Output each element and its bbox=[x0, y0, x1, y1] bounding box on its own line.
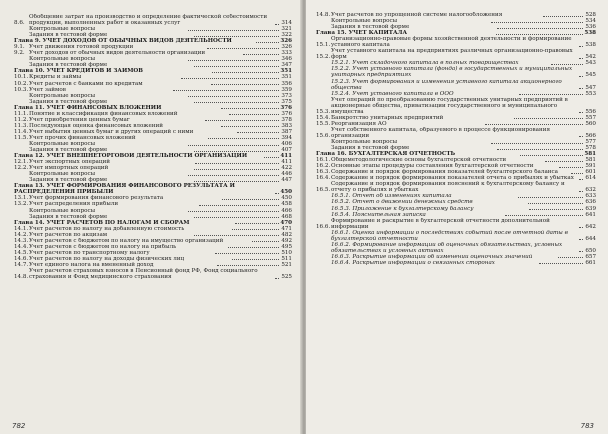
section-title: Учет уставного капитала на предприятиях различных организационно-правовых форм bbox=[331, 48, 573, 61]
entry-page-number: 521 bbox=[281, 261, 292, 268]
section-number: 14.5. bbox=[14, 249, 29, 256]
section-title: Учет расчетов по упрощенной системе налогообложения bbox=[331, 12, 503, 18]
dot-leader bbox=[571, 172, 583, 174]
entry-page-number: 375 bbox=[281, 98, 292, 105]
chapter-title: Глава 16. БУХГАЛТЕРСКАЯ ОТЧЕТНОСТЬ bbox=[316, 151, 456, 158]
section-title: Организационно-правовые формы хозяйственной деятельности и формирование уставного капитала bbox=[331, 36, 572, 49]
chapter-title: Глава 11. УЧЕТ ФИНАНСОВЫХ ВЛОЖЕНИЙ bbox=[14, 104, 162, 111]
section-title: Формирование и раскрытие в бухгалтерской отчетности дополнительной информации bbox=[331, 217, 550, 230]
section-title: 16.6.2. Формирование информации об оценочных обязательствах, условных обязательствах и условных активах bbox=[331, 241, 563, 254]
entry-page-number: 450 bbox=[281, 195, 292, 202]
section-title: Учет операций по преобразованию государственных унитарных предприятий в акционерные общества, приватизации государственного и муниципального имущества bbox=[331, 96, 568, 115]
dot-leader bbox=[529, 208, 583, 210]
section-title: 16.6.4. Раскрытие информации о связанных сторонах bbox=[331, 259, 495, 266]
dot-leader bbox=[235, 222, 279, 224]
dot-leader bbox=[188, 59, 279, 61]
toc-entry bbox=[316, 36, 596, 48]
entry-page-number: 543 bbox=[585, 60, 596, 67]
section-number: 15.6. bbox=[316, 132, 331, 139]
dot-leader bbox=[579, 250, 583, 252]
section-title: 16.5.3. Приложение к бухгалтерскому балансу bbox=[331, 205, 474, 212]
section-number: 14.7. bbox=[14, 261, 29, 268]
toc-entry bbox=[316, 181, 596, 193]
toc-entry bbox=[316, 242, 596, 254]
section-title: Кредиты и займы bbox=[29, 74, 82, 81]
section-number: 14.8. bbox=[316, 12, 331, 18]
entry-page-number: 470 bbox=[280, 219, 292, 226]
section-title: 15.2.3. Учет формирования и изменения уставного капитала акционерного общества bbox=[331, 78, 562, 91]
section-title: Задания в тестовой форме bbox=[29, 177, 108, 184]
dot-leader bbox=[194, 168, 279, 170]
section-title: Учет импортных операций bbox=[29, 165, 109, 172]
section-title: Последующая оценка финансовых вложений bbox=[29, 122, 163, 129]
chapter-title: Глава 14. УЧЕТ РАСЧЕТОВ ПО НАЛОГАМ И СБОРАМ bbox=[14, 219, 190, 226]
section-title: Задания в тестовой форме bbox=[29, 98, 108, 105]
section-title: Учет расчетов по налогу на добавленную стоимость bbox=[29, 225, 185, 232]
section-number: 15.5. bbox=[316, 120, 331, 127]
section-title: Учет прочих финансовых вложений bbox=[29, 134, 136, 141]
dot-leader bbox=[229, 113, 279, 115]
entry-page-number: 411 bbox=[280, 153, 292, 160]
entry-page-number: 326 bbox=[280, 38, 293, 45]
section-title: Контрольные вопросы bbox=[29, 26, 96, 33]
entry-page-number: 650 bbox=[585, 247, 596, 254]
dot-leader bbox=[491, 21, 583, 23]
entry-page-number: 446 bbox=[281, 171, 292, 178]
dot-leader bbox=[188, 144, 279, 146]
entry-page-number: 642 bbox=[585, 223, 596, 230]
dot-leader bbox=[212, 71, 279, 73]
section-title: Задания в тестовой форме bbox=[29, 147, 108, 154]
entry-page-number: 450 bbox=[280, 189, 292, 196]
section-title: Задания в тестовой форме bbox=[29, 32, 108, 39]
section-number: 9.1. bbox=[14, 44, 25, 51]
chapter-title: Глава 12. УЧЕТ ВНЕШНЕТОРГОВОЙ ДЕЯТЕЛЬНОСТИ ОРГАНИЗАЦИИ bbox=[14, 153, 248, 160]
entry-page-number: 538 bbox=[584, 30, 596, 37]
section-number: 16.6. bbox=[316, 223, 331, 230]
section-number: 14.3. bbox=[14, 237, 29, 244]
dot-leader bbox=[208, 137, 279, 139]
dot-leader bbox=[520, 154, 583, 156]
entry-page-number: 536 bbox=[585, 24, 596, 31]
section-number: 11.3. bbox=[14, 122, 29, 129]
dot-leader bbox=[275, 192, 279, 194]
entry-page-number: 528 bbox=[585, 12, 596, 18]
section-title: Учет расчетов с бюджетом по налогу на имущество организаций bbox=[29, 237, 224, 244]
dot-leader bbox=[579, 87, 583, 89]
dot-leader bbox=[275, 277, 279, 279]
section-number: 10.3. bbox=[14, 86, 29, 93]
dot-leader bbox=[232, 228, 279, 230]
section-number: 10.1. bbox=[14, 74, 29, 81]
section-title: Учет приобретения ценных бумаг bbox=[29, 116, 130, 123]
section-title: Учет движения готовой продукции bbox=[29, 44, 134, 51]
dot-leader bbox=[518, 196, 583, 198]
section-title: Учет доходов от обычных видов деятельности организации bbox=[29, 50, 206, 57]
dot-leader bbox=[256, 41, 279, 43]
section-title: Основные этапы процедуры составления бухгалтерской отчетности bbox=[331, 163, 534, 170]
section-title: 15.2.1. Учет складочного капитала в полных товариществах bbox=[331, 60, 519, 67]
dot-leader bbox=[188, 95, 279, 97]
dot-leader bbox=[579, 226, 583, 228]
section-title: Контрольные вопросы bbox=[29, 140, 96, 147]
section-title: Учет займов bbox=[29, 86, 66, 93]
dot-leader bbox=[275, 23, 279, 25]
dot-leader bbox=[485, 123, 583, 125]
entry-page-number: 633 bbox=[585, 193, 597, 200]
dot-leader bbox=[579, 45, 583, 47]
entry-page-number: 632 bbox=[585, 187, 596, 194]
dot-leader bbox=[579, 57, 583, 59]
dot-leader bbox=[188, 174, 279, 176]
entry-page-number: 383 bbox=[281, 122, 293, 129]
section-title: 15.2.4. Учет уставного капитала в ООО bbox=[331, 90, 454, 97]
chapter-entry bbox=[14, 183, 292, 195]
entry-page-number: 458 bbox=[281, 201, 292, 208]
entry-page-number: 378 bbox=[281, 116, 292, 123]
entry-page-number: 581 bbox=[584, 151, 597, 158]
section-title: Банкротство унитарных предприятий bbox=[331, 114, 444, 121]
entry-page-number: 326 bbox=[281, 44, 292, 51]
toc-entry bbox=[316, 127, 596, 139]
dot-leader bbox=[252, 240, 279, 242]
dot-leader bbox=[215, 252, 279, 254]
dot-leader bbox=[237, 131, 279, 133]
section-number: 11.5. bbox=[14, 134, 29, 141]
section-title: 16.6.1. Оценка информации о последствиях событий после отчетной даты в бухгалтерской отчетности bbox=[331, 229, 568, 242]
entry-page-number: 614 bbox=[585, 175, 596, 182]
section-number: 16.5. bbox=[316, 187, 331, 194]
dot-leader bbox=[551, 63, 583, 65]
section-number: 12.1. bbox=[14, 159, 29, 166]
dot-leader bbox=[579, 111, 583, 113]
entry-page-number: 545 bbox=[585, 72, 596, 79]
dot-leader bbox=[221, 107, 279, 109]
entry-page-number: 347 bbox=[281, 62, 292, 69]
dot-leader bbox=[579, 178, 583, 180]
toc-entry bbox=[316, 230, 596, 242]
section-number: 9.2. bbox=[14, 50, 25, 57]
section-number: 8.6. bbox=[14, 20, 25, 27]
left-page bbox=[0, 0, 302, 434]
section-title: Содержание и порядок формирования показателей бухгалтерского баланса bbox=[331, 169, 558, 176]
dot-leader bbox=[558, 256, 583, 258]
section-title: Задания в тестовой форме bbox=[29, 62, 108, 69]
section-number: 14.4. bbox=[14, 243, 29, 250]
section-title: Содержание и порядок формирования показателей отчета о прибылях и убытках bbox=[331, 175, 574, 182]
toc-entry bbox=[14, 14, 292, 26]
dot-leader bbox=[497, 27, 583, 29]
entry-page-number: 542 bbox=[585, 54, 596, 61]
entry-page-number: 557 bbox=[585, 114, 597, 121]
toc-entry bbox=[316, 97, 596, 115]
section-title: Задания в тестовой форме bbox=[331, 24, 410, 31]
dot-leader bbox=[205, 119, 279, 121]
entry-page-number: 566 bbox=[585, 132, 596, 139]
entry-page-number: 321 bbox=[281, 26, 292, 33]
section-title: Задания в тестовой форме bbox=[331, 145, 410, 152]
entry-page-number: 525 bbox=[281, 274, 292, 281]
toc-entry bbox=[316, 218, 596, 230]
entry-page-number: 577 bbox=[585, 138, 596, 145]
dot-leader bbox=[528, 202, 583, 204]
entry-page-number: 482 bbox=[281, 231, 293, 238]
section-number: 16.3. bbox=[316, 169, 331, 176]
dot-leader bbox=[519, 93, 583, 95]
entry-page-number: 466 bbox=[281, 207, 292, 214]
dot-leader bbox=[497, 148, 583, 150]
dot-leader bbox=[195, 162, 279, 164]
entry-page-number: 556 bbox=[585, 108, 596, 115]
entry-page-number: 591 bbox=[585, 163, 596, 170]
entry-page-number: 578 bbox=[585, 145, 596, 152]
dot-leader bbox=[545, 160, 583, 162]
dot-leader bbox=[579, 135, 583, 137]
entry-page-number: 641 bbox=[585, 211, 596, 218]
entry-page-number: 447 bbox=[281, 177, 292, 184]
page-number-right: 783 bbox=[580, 422, 594, 430]
section-title: Реорганизация АО bbox=[331, 120, 387, 127]
dot-leader bbox=[181, 77, 279, 79]
section-number: 14.2. bbox=[14, 231, 29, 238]
entry-page-number: 346 bbox=[281, 56, 292, 63]
entry-page-number: 468 bbox=[281, 213, 292, 220]
section-number: 14.6. bbox=[14, 255, 29, 262]
entry-page-number: 495 bbox=[281, 243, 293, 250]
entry-page-number: 471 bbox=[281, 225, 292, 232]
section-number: 15.1. bbox=[316, 42, 331, 49]
section-number: 15.2. bbox=[316, 54, 331, 61]
section-number: 15.3. bbox=[316, 108, 331, 115]
section-number: 12.2. bbox=[14, 165, 29, 172]
section-title: 16.5.4. Пояснительная записка bbox=[331, 211, 426, 218]
dot-leader bbox=[228, 246, 279, 248]
entry-page-number: 359 bbox=[281, 86, 292, 93]
dot-leader bbox=[243, 53, 279, 55]
section-number: 15.4. bbox=[316, 114, 331, 121]
section-title: Учет распределения прибыли bbox=[29, 201, 119, 208]
section-title: Содержание и порядок формирования пояснений к бухгалтерскому балансу и отчету о прибылях и убытках bbox=[331, 181, 565, 194]
section-title: Задания в тестовой форме bbox=[29, 213, 108, 220]
dot-leader bbox=[194, 35, 279, 37]
section-number: 11.1. bbox=[14, 110, 29, 117]
table-of-contents-right bbox=[316, 12, 596, 266]
entry-page-number: 511 bbox=[281, 255, 292, 262]
dot-leader bbox=[188, 29, 279, 31]
section-title: Учет собственного капитала, образуемого в процессе функционирования организации bbox=[331, 126, 550, 139]
section-title: Учет расчетов по акцизам bbox=[29, 231, 108, 238]
dot-leader bbox=[194, 216, 279, 218]
section-number: 14.8. bbox=[14, 274, 29, 281]
toc-entry bbox=[316, 48, 596, 60]
section-title: 16.5.2. Отчет о движении денежных средств bbox=[331, 199, 473, 206]
section-title: Контрольные вопросы bbox=[29, 171, 96, 178]
entry-page-number: 376 bbox=[280, 104, 292, 111]
dot-leader bbox=[217, 264, 279, 266]
entry-page-number: 538 bbox=[585, 42, 596, 49]
section-title: Общеметодологические основы бухгалтерской отчетности bbox=[331, 157, 507, 164]
dot-leader bbox=[207, 47, 279, 49]
entry-page-number: 581 bbox=[585, 157, 596, 164]
dot-leader bbox=[221, 125, 279, 127]
page-number-left: 782 bbox=[12, 422, 26, 430]
section-number: 10.2. bbox=[14, 80, 29, 87]
section-title: 15.2.2. Учет уставного капитала (фонда) в государственных и муниципальных унитарных предприятиях bbox=[331, 66, 573, 79]
entry-page-number: 373 bbox=[281, 92, 292, 99]
table-of-contents-left bbox=[14, 14, 292, 280]
dot-leader bbox=[194, 101, 279, 103]
entry-page-number: 376 bbox=[281, 110, 293, 117]
section-number: 14.1. bbox=[14, 225, 29, 232]
entry-page-number: 601 bbox=[585, 169, 597, 176]
chapter-title: Глава 13. УЧЕТ ФОРМИРОВАНИЯ ФИНАНСОВОГО РЕЗУЛЬТАТА И РАСПРЕДЕЛЕНИЯ ПРИБЫЛИ bbox=[14, 183, 235, 196]
dot-leader bbox=[264, 156, 279, 158]
dot-leader bbox=[496, 33, 583, 35]
dot-leader bbox=[491, 142, 583, 144]
entry-page-number: 636 bbox=[585, 199, 596, 206]
dot-leader bbox=[539, 262, 583, 264]
entry-page-number: 644 bbox=[585, 235, 596, 242]
section-title: Контрольные вопросы bbox=[331, 138, 398, 145]
entry-page-number: 356 bbox=[281, 80, 292, 87]
section-number: 16.1. bbox=[316, 157, 331, 164]
dot-leader bbox=[514, 117, 583, 119]
entry-page-number: 510 bbox=[281, 249, 292, 256]
section-title: Понятие и классификация финансовых вложений bbox=[29, 110, 178, 117]
entry-page-number: 492 bbox=[281, 237, 293, 244]
dot-leader bbox=[579, 238, 583, 240]
section-title: Учет расчетов страховых взносов в Пенсионный фонд РФ, Фонд социального страхования и Фонд медицинского страхования bbox=[29, 267, 258, 281]
section-title: 16.6.3. Раскрытие информации об изменении оценочных значений bbox=[331, 253, 533, 260]
entry-page-number: 560 bbox=[585, 120, 596, 127]
entry-page-number: 657 bbox=[585, 253, 597, 260]
chapter-title: Глава 9. УЧЕТ ДОХОДОВ ОТ ОБЫЧНЫХ ВИДОВ ДЕЯТЕЛЬНОСТИ bbox=[14, 38, 232, 45]
toc-entry bbox=[316, 260, 596, 266]
chapter-title: Глава 10. УЧЕТ КРЕДИТОВ И ЗАЙМОВ bbox=[14, 68, 144, 75]
entry-page-number: 661 bbox=[585, 259, 596, 266]
section-title: Учет формирования финансового результата bbox=[29, 195, 164, 202]
entry-page-number: 407 bbox=[281, 147, 292, 154]
dot-leader bbox=[173, 89, 279, 91]
entry-page-number: 411 bbox=[281, 159, 293, 166]
section-title: Обобщение затрат на производство и определение фактической себестоимости продукции, выполненных работ и оказанных услуг bbox=[29, 14, 268, 27]
entry-page-number: 333 bbox=[281, 50, 292, 57]
chapter-title: Глава 15. УЧЕТ КАПИТАЛА bbox=[316, 30, 408, 37]
dot-leader bbox=[194, 65, 279, 67]
section-number: 16.2. bbox=[316, 163, 331, 170]
dot-leader bbox=[579, 190, 583, 192]
section-title: Учет расчетов по налогу на доходы физических лиц bbox=[29, 255, 185, 262]
section-title: Контрольные вопросы bbox=[29, 92, 96, 99]
toc-entry bbox=[14, 268, 292, 280]
dot-leader bbox=[194, 180, 279, 182]
entry-page-number: 351 bbox=[281, 74, 292, 81]
section-number: 13.1. bbox=[14, 195, 29, 202]
dot-leader bbox=[559, 166, 583, 168]
section-number: 16.4. bbox=[316, 175, 331, 182]
dot-leader bbox=[199, 204, 279, 206]
section-number: 13.2. bbox=[14, 201, 29, 208]
toc-entry bbox=[316, 66, 596, 78]
entry-page-number: 387 bbox=[281, 128, 293, 135]
entry-page-number: 553 bbox=[585, 90, 597, 97]
dot-leader bbox=[188, 210, 279, 212]
section-title: Учет расчетов с банками по кредитам bbox=[29, 80, 143, 87]
entry-page-number: 351 bbox=[280, 68, 292, 75]
dot-leader bbox=[543, 15, 583, 17]
entry-page-number: 322 bbox=[281, 32, 292, 39]
dot-leader bbox=[222, 198, 279, 200]
entry-page-number: 547 bbox=[585, 84, 596, 91]
section-title: Контрольные вопросы bbox=[29, 56, 96, 63]
dot-leader bbox=[194, 234, 279, 236]
section-title: Учет экспортных операций bbox=[29, 159, 110, 166]
dot-leader bbox=[505, 214, 583, 216]
entry-page-number: 394 bbox=[281, 134, 293, 141]
section-title: Контрольные вопросы bbox=[29, 207, 96, 214]
section-title: Учет расчетов с бюджетом по налогу на прибыль bbox=[29, 243, 177, 250]
section-number: 11.4. bbox=[14, 128, 29, 135]
entry-page-number: 534 bbox=[585, 18, 596, 25]
entry-page-number: 422 bbox=[281, 165, 293, 172]
toc-entry bbox=[316, 79, 596, 91]
entry-page-number: 639 bbox=[585, 205, 597, 212]
section-number: 11.2. bbox=[14, 116, 29, 123]
section-title: Учет единого налога на вмененный доход bbox=[29, 261, 154, 268]
right-page bbox=[306, 0, 608, 434]
section-title: 16.5.1. Отчет об изменениях капитала bbox=[331, 193, 452, 200]
section-title: Учет выбытия ценных бумаг и других операций с ними bbox=[29, 128, 194, 135]
entry-page-number: 314 bbox=[281, 20, 292, 27]
dot-leader bbox=[579, 75, 583, 77]
dot-leader bbox=[194, 150, 279, 152]
dot-leader bbox=[211, 83, 279, 85]
section-title: Учет расчетов по транспортному налогу bbox=[29, 249, 150, 256]
dot-leader bbox=[232, 258, 279, 260]
entry-page-number: 406 bbox=[281, 140, 292, 147]
section-title: Контрольные вопросы bbox=[331, 18, 398, 25]
